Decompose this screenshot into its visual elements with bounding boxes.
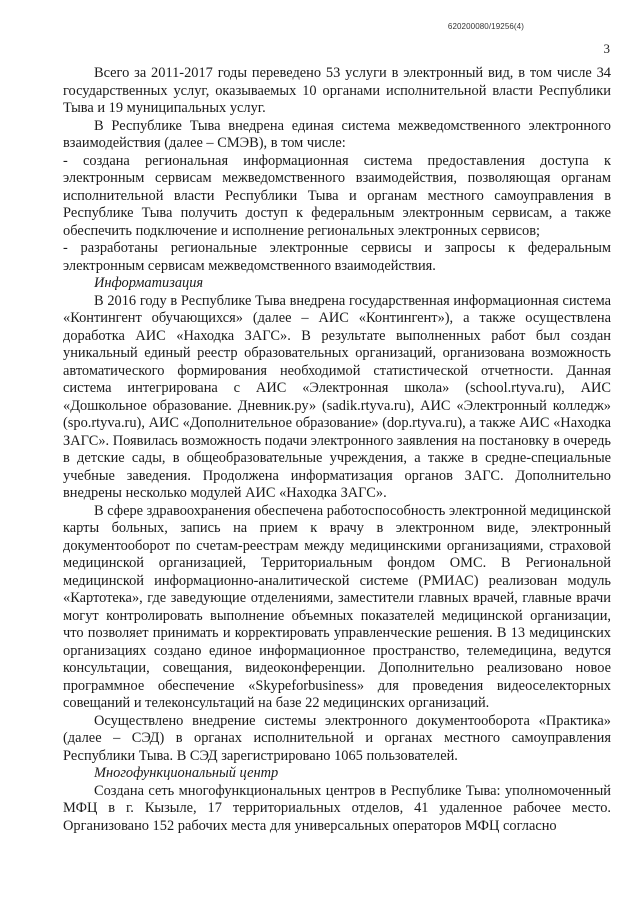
document-body xyxy=(63,65,611,835)
paragraph-smev-intro: В Республике Тыва внедрена единая система межведомственного электронного взаимодействия (далее – СМЭВ), в том числе: xyxy=(63,117,611,151)
paragraph-education-systems: В 2016 году в Республике Тыва внедрена государственная информационная система «Контингент обучающихся» (далее – АИС «Контингент»), а также осуществлена доработка АИС «Находка ЗАГС». В результате выполненных работ был создан уникальный единый реестр образовательных организаций, организована возможность автоматического формирования необходимой статистической отчетности. Данная система интегрирована с АИС «Электронная школа» (school.rtyva.ru), АИС «Дошкольное образование. Дневник.ру» (sadik.rtyva.ru), АИС «Электронный колледж» (spo.rtyva.ru), АИС «Дополнительное образование» (dop.rtyva.ru), а также АИС «Находка ЗАГС». Появилась возможность подачи электронного заявления на постановку в очередь в детские сады, в общеобразовательные учреждения, а также в средне-специальные учебные заведения. Продолжена информатизация органов ЗАГС. Дополнительно внедрены несколько модулей АИС «Находка ЗАГС». xyxy=(63,292,611,501)
list-item-regional-services: - разработаны региональные электронные сервисы и запросы к федеральным электронным сервисам межведомственного взаимодействия. xyxy=(63,240,611,274)
document-id: 620200080/19256(4) xyxy=(447,22,524,31)
section-heading-informatization: Информатизация xyxy=(94,275,204,291)
paragraph-healthcare: В сфере здравоохранения обеспечена работоспособность электронной медицинской карты больных, запись на прием к врачу в электронном виде, электронный документооборот по счетам-реестрам между медицинскими организациями, страховой медицинской организацией, Территориальным фондом ОМС. В Региональной медицинской информационно-аналитической системе (РМИАС) реализован модуль «Картотека», где заведующие отделениями, заместители главных врачей, главные врачи могут контролировать выполнение объемных показателей медицинской организации, что позволяет принимать и корректировать управленческие решения. В 13 медицинских организациях создано единое информационное пространство, телемедицина, ведутся консультации, совещания, видеоконференции. Дополнительно реализовано новое программное обеспечение «Skypeforbusiness» для проведения видеоселекторных совещаний и телеконсультаций на базе 22 медицинских организаций. xyxy=(63,502,611,711)
page-number: 3 xyxy=(603,41,610,56)
paragraph-mfc-network: Создана сеть многофункциональных центров в Республике Тыва: уполномоченный МФЦ в г. Кызыле, 17 территориальных отделов, 41 удаленное рабочее место. Организовано 152 рабочих места для универсальных операторов МФЦ согласно xyxy=(63,782,611,834)
section-heading-mfc: Многофункциональный центр xyxy=(94,765,279,781)
list-item-regional-system: - создана региональная информационная система предоставления доступа к электронным сервисам межведомственного взаимодействия, позволяющая органам исполнительной власти Республики Тыва и органам местного самоуправления в Республике Тыва получить доступ к федеральным электронным сервисам, а также обеспечить подключение и исполнение региональных электронных сервисов; xyxy=(63,152,611,239)
paragraph-document-flow: Осуществлено внедрение системы электронного документооборота «Практика» (далее – СЭД) в органах исполнительной и органах местного самоуправления Республики Тыва. В СЭД зарегистрировано 1065 пользователей. xyxy=(63,712,611,764)
paragraph-services-summary: Всего за 2011-2017 годы переведено 53 услуги в электронный вид, в том числе 34 государственных услуг, оказываемых 10 органами исполнительной власти Республики Тыва и 19 муниципальных услуг. xyxy=(63,65,611,116)
